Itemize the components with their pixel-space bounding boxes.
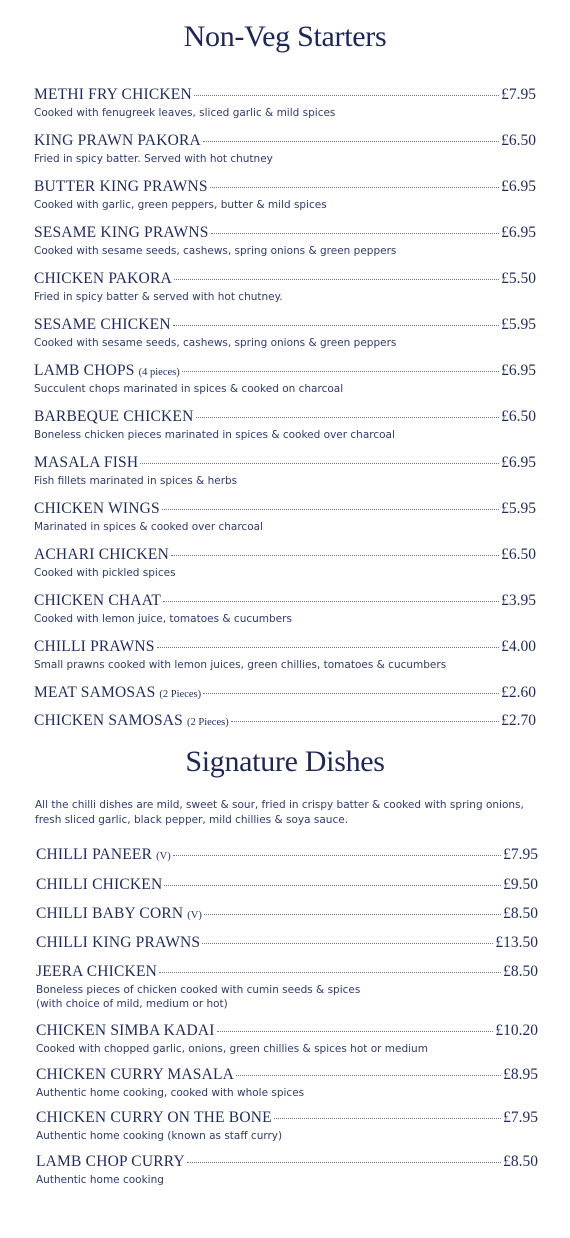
- dish-description: Cooked with garlic, green peppers, butter & mild spices: [34, 199, 327, 211]
- menu-item-row: [34, 712, 536, 730]
- menu-item-row: [36, 963, 538, 981]
- dish-price: £8.50: [503, 1153, 538, 1170]
- dish-description: Boneless pieces of chicken cooked with cumin seeds & spices: [36, 984, 361, 996]
- dish-name: LAMB CHOP CURRY: [36, 1153, 185, 1170]
- menu-item-row: [34, 270, 536, 288]
- dish-description: Small prawns cooked with lemon juices, green chillies, tomatoes & cucumbers: [34, 659, 447, 671]
- menu-item-row: [34, 224, 536, 242]
- dish-name: SESAME CHICKEN: [34, 316, 171, 333]
- dish-note: (2 Pieces): [187, 717, 229, 728]
- menu-item-row: [34, 408, 536, 426]
- dish-price: £3.95: [501, 592, 536, 609]
- menu-item-row: [36, 1066, 538, 1084]
- dish-name: CHICKEN CURRY ON THE BONE: [36, 1109, 272, 1126]
- dish-description: Succulent chops marinated in spices & cooked on charcoal: [34, 383, 344, 395]
- dish-price: £6.50: [501, 546, 536, 563]
- dish-name: CHILLI PRAWNS: [34, 638, 155, 655]
- dot-leader: [196, 417, 500, 418]
- menu-item-row: [36, 1153, 538, 1171]
- starters-title: Non-Veg Starters: [183, 20, 387, 53]
- dish-description: Cooked with sesame seeds, cashews, spring onions & green peppers: [34, 245, 397, 257]
- menu-item-row: [36, 905, 538, 923]
- menu-item: [34, 86, 536, 119]
- dot-leader: [203, 693, 499, 694]
- dish-description: Boneless chicken pieces marinated in spices & cooked over charcoal: [34, 429, 395, 441]
- menu-item: [36, 1066, 538, 1099]
- dot-leader: [210, 187, 499, 188]
- menu-item: [36, 1022, 538, 1055]
- dish-price: £6.95: [501, 454, 536, 471]
- dish-price: £6.95: [501, 362, 536, 379]
- dish-description: Marinated in spices & cooked over charcoal: [34, 521, 263, 533]
- dish-name: METHI FRY CHICKEN: [34, 86, 192, 103]
- menu-item: [34, 712, 536, 742]
- dish-note: (V): [187, 910, 202, 921]
- dot-leader: [173, 855, 501, 856]
- dish-price: £10.20: [495, 1022, 538, 1039]
- dish-name: MASALA FISH: [34, 454, 139, 471]
- dot-leader: [194, 95, 499, 96]
- menu-item-row: [34, 86, 536, 104]
- dot-leader: [187, 1162, 501, 1163]
- dish-name: BUTTER KING PRAWNS: [34, 178, 208, 195]
- menu-item: [34, 178, 536, 211]
- dish-name: LAMB CHOPS: [34, 362, 135, 379]
- dish-name: BARBEQUE CHICKEN: [34, 408, 194, 425]
- menu-item-row: [34, 316, 536, 334]
- dish-name: CHICKEN PAKORA: [34, 270, 172, 287]
- dish-name: JEERA CHICKEN: [36, 963, 158, 980]
- dish-price: £6.50: [501, 408, 536, 425]
- dish-price: £13.50: [495, 934, 538, 951]
- menu-item-row: [36, 1022, 538, 1040]
- dish-name: CHILLI PANEER: [36, 846, 153, 863]
- dish-name: SESAME KING PRAWNS: [34, 224, 209, 241]
- dish-description: Cooked with pickled spices: [34, 567, 176, 579]
- dish-price: £6.95: [501, 224, 536, 241]
- menu-item: [34, 592, 536, 625]
- dish-description: Authentic home cooking: [36, 1174, 164, 1186]
- dot-leader: [202, 943, 493, 944]
- dish-price: £5.95: [501, 316, 536, 333]
- intro-line: All the chilli dishes are mild, sweet & sour, fried in crispy batter & cooked with spring onions,: [35, 799, 524, 811]
- menu-item-row: [34, 454, 536, 472]
- dot-leader: [173, 325, 499, 326]
- intro-line: fresh sliced garlic, black pepper, mild chillies & soya sauce.: [35, 814, 349, 826]
- menu-item: [36, 846, 538, 876]
- dish-price: £6.50: [501, 132, 536, 149]
- menu-item: [34, 270, 536, 303]
- dish-name: CHILLI CHICKEN: [36, 876, 163, 893]
- signature-intro: [35, 798, 535, 828]
- dot-leader: [231, 721, 499, 722]
- dish-name: CHICKEN WINGS: [34, 500, 160, 517]
- menu-item-row: [34, 592, 536, 610]
- dot-leader: [174, 279, 499, 280]
- menu-item-row: [34, 684, 536, 702]
- dot-leader: [159, 972, 501, 973]
- dish-name: KING PRAWN PAKORA: [34, 132, 201, 149]
- menu-item-row: [36, 1109, 538, 1127]
- dish-price: £7.95: [503, 1109, 538, 1126]
- dish-description: Authentic home cooking, cooked with whole spices: [36, 1087, 305, 1099]
- dish-name: CHICKEN CURRY MASALA: [36, 1066, 235, 1083]
- dish-name: CHICKEN CHAAT: [34, 592, 162, 609]
- menu-item: [34, 684, 536, 714]
- dish-price: £4.00: [501, 638, 536, 655]
- dish-name: CHILLI BABY CORN: [36, 905, 184, 922]
- menu-item-row: [34, 500, 536, 518]
- dish-price: £7.95: [503, 846, 538, 863]
- dish-price: £6.95: [501, 178, 536, 195]
- menu-item: [34, 224, 536, 257]
- menu-item: [34, 362, 536, 395]
- dot-leader: [236, 1075, 501, 1076]
- dish-description: Fish fillets marinated in spices & herbs: [34, 475, 238, 487]
- dish-name: CHICKEN SIMBA KADAI: [36, 1022, 215, 1039]
- dish-name: MEAT SAMOSAS: [34, 684, 156, 701]
- menu-item-row: [34, 132, 536, 150]
- dot-leader: [157, 647, 500, 648]
- menu-item: [34, 500, 536, 533]
- menu-item-row: [36, 934, 538, 952]
- dot-leader: [211, 233, 500, 234]
- dot-leader: [182, 371, 499, 372]
- menu-item: [34, 132, 536, 165]
- dot-leader: [203, 141, 499, 142]
- menu-item: [36, 905, 538, 935]
- menu-item-row: [34, 638, 536, 656]
- menu-item-row: [36, 876, 538, 894]
- menu-item-row: [34, 178, 536, 196]
- dish-price: £5.50: [501, 270, 536, 287]
- dish-description: Fried in spicy batter & served with hot chutney.: [34, 291, 283, 303]
- menu-item: [34, 316, 536, 349]
- dish-name: CHILLI KING PRAWNS: [36, 934, 201, 951]
- menu-item-row: [36, 846, 538, 864]
- dish-note: (2 Pieces): [159, 689, 202, 700]
- menu-item: [34, 638, 536, 671]
- dish-price: £7.95: [501, 86, 536, 103]
- menu-item: [34, 546, 536, 579]
- dish-price: £5.95: [501, 500, 536, 517]
- dish-description: Cooked with lemon juice, tomatoes & cucumbers: [34, 613, 292, 625]
- dot-leader: [217, 1031, 494, 1032]
- menu-item-row: [34, 362, 536, 380]
- dish-description: Authentic home cooking (known as staff curry): [36, 1130, 283, 1142]
- dish-note: (4 pieces): [138, 367, 180, 378]
- dot-leader: [274, 1118, 501, 1119]
- menu-item: [36, 963, 538, 1010]
- dish-description: Cooked with sesame seeds, cashews, spring onions & green peppers: [34, 337, 397, 349]
- menu-item: [36, 1153, 538, 1186]
- dot-leader: [163, 601, 499, 602]
- dish-note: (V): [156, 851, 171, 862]
- menu-item: [34, 408, 536, 441]
- menu-item: [36, 1109, 538, 1142]
- dot-leader: [140, 463, 499, 464]
- dot-leader: [171, 555, 499, 556]
- menu-item: [36, 876, 538, 906]
- dish-price: £8.50: [503, 963, 538, 980]
- dot-leader: [204, 914, 501, 915]
- dish-price: £9.50: [503, 876, 538, 893]
- menu-item-row: [34, 546, 536, 564]
- dish-name: ACHARI CHICKEN: [34, 546, 169, 563]
- dish-description: Cooked with chopped garlic, onions, green chillies & spices hot or medium: [36, 1043, 428, 1055]
- dot-leader: [164, 885, 501, 886]
- signature-title: Signature Dishes: [185, 745, 385, 778]
- dish-description: Fried in spicy batter. Served with hot chutney: [34, 153, 273, 165]
- dish-price: £2.70: [501, 712, 536, 729]
- dish-price: £8.95: [503, 1066, 538, 1083]
- dot-leader: [162, 509, 499, 510]
- dish-price: £2.60: [501, 684, 536, 701]
- dish-description: Cooked with fenugreek leaves, sliced garlic & mild spices: [34, 107, 336, 119]
- menu-item: [34, 454, 536, 487]
- dish-description: (with choice of mild, medium or hot): [36, 998, 228, 1010]
- menu-item: [36, 934, 538, 964]
- dish-name: CHICKEN SAMOSAS: [34, 712, 183, 729]
- dish-price: £8.50: [503, 905, 538, 922]
